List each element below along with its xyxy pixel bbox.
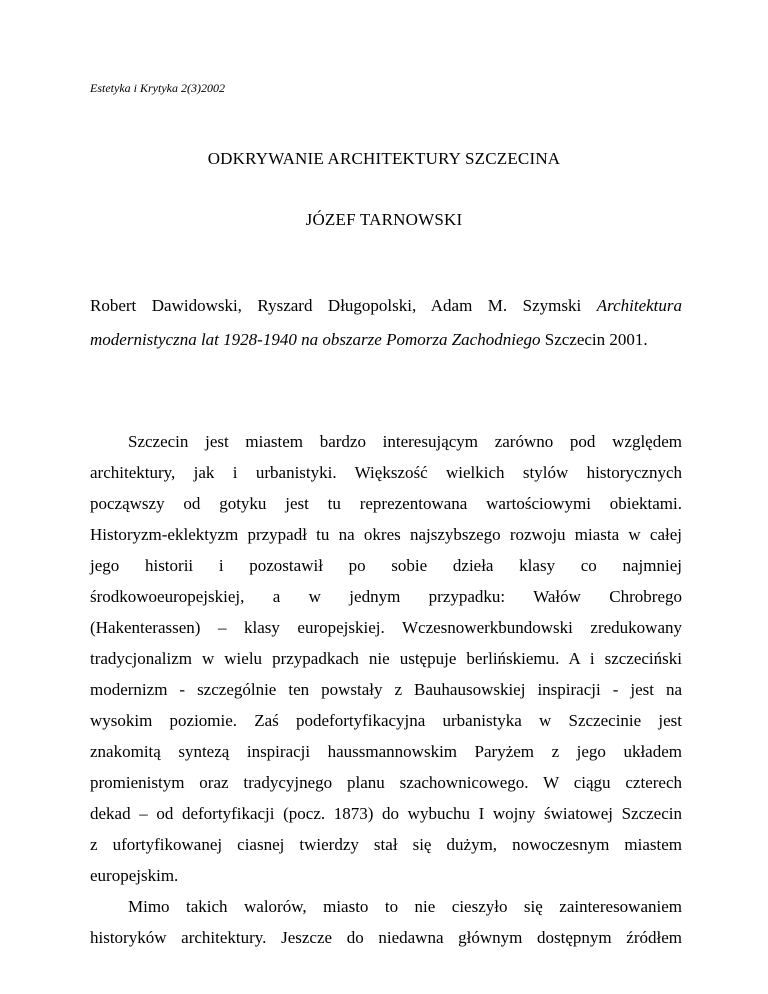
article-author: JÓZEF TARNOWSKI — [305, 210, 463, 229]
paragraph-line: europejskim. — [90, 866, 179, 885]
paragraph-line: (Hakenterassen) – klasy europejskiej. Wczesnowerkbundowski zredukowany — [90, 618, 682, 637]
paragraph-line: znakomitą syntezą inspiracji haussmannowskim Paryżem z jego układem — [90, 742, 682, 761]
paragraph-line: począwszy od gotyku jest tu reprezentowana wartościowymi obiektami. — [90, 494, 682, 513]
paragraph-line: środkowoeuropejskiej, a w jednym przypadku: Wałów Chrobrego — [90, 587, 682, 606]
citation-authors: Robert Dawidowski, Ryszard Długopolski, Adam M. Szymski — [90, 296, 582, 315]
paragraph-line: Mimo takich walorów, miasto to nie cieszyło się zainteresowaniem — [128, 897, 682, 916]
article-body — [90, 426, 682, 953]
paragraph-line: architektury, jak i urbanistyki. Większość wielkich stylów historycznych — [90, 463, 682, 482]
paragraph-line: jego historii i pozostawił po sobie dzieła klasy co najmniej — [90, 556, 682, 575]
paragraph-line: Szczecin jest miastem bardzo interesującym zarówno pod względem — [128, 432, 682, 451]
paragraph-line: Historyzm-eklektyzm przypadł tu na okres najszybszego rozwoju miasta w całej — [90, 525, 682, 544]
paragraph-line: historyków architektury. Jeszcze do niedawna głównym dostępnym źródłem — [90, 928, 682, 947]
article-title: ODKRYWANIE ARCHITEKTURY SZCZECINA — [207, 149, 561, 168]
paragraph-line: dekad – od defortyfikacji (pocz. 1873) do wybuchu I wojny światowej Szczecin — [90, 804, 682, 823]
book-citation — [90, 289, 682, 357]
journal-header: Estetyka i Krytyka 2(3)2002 — [90, 81, 225, 95]
paragraph-line: promienistym oraz tradycyjnego planu szachownicowego. W ciągu czterech — [90, 773, 682, 792]
paragraph-line: z ufortyfikowanej ciasnej twierdzy stał się dużym, nowoczesnym miastem — [90, 835, 682, 854]
paragraph-line: wysokim poziomie. Zaś podefortyfikacyjna urbanistyka w Szczecinie jest — [90, 711, 682, 730]
citation-publisher: Szczecin 2001. — [544, 330, 648, 349]
paragraph-line: tradycjonalizm w wielu przypadkach nie ustępuje berlińskiemu. A i szczeciński — [90, 649, 682, 668]
paragraph-line: modernizm - szczególnie ten powstały z Bauhausowskiej inspiracji - jest na — [90, 680, 682, 699]
citation-book-title: Architektura modernistyczna lat 1928-1940 na obszarze Pomorza Zachodniego — [90, 296, 682, 349]
